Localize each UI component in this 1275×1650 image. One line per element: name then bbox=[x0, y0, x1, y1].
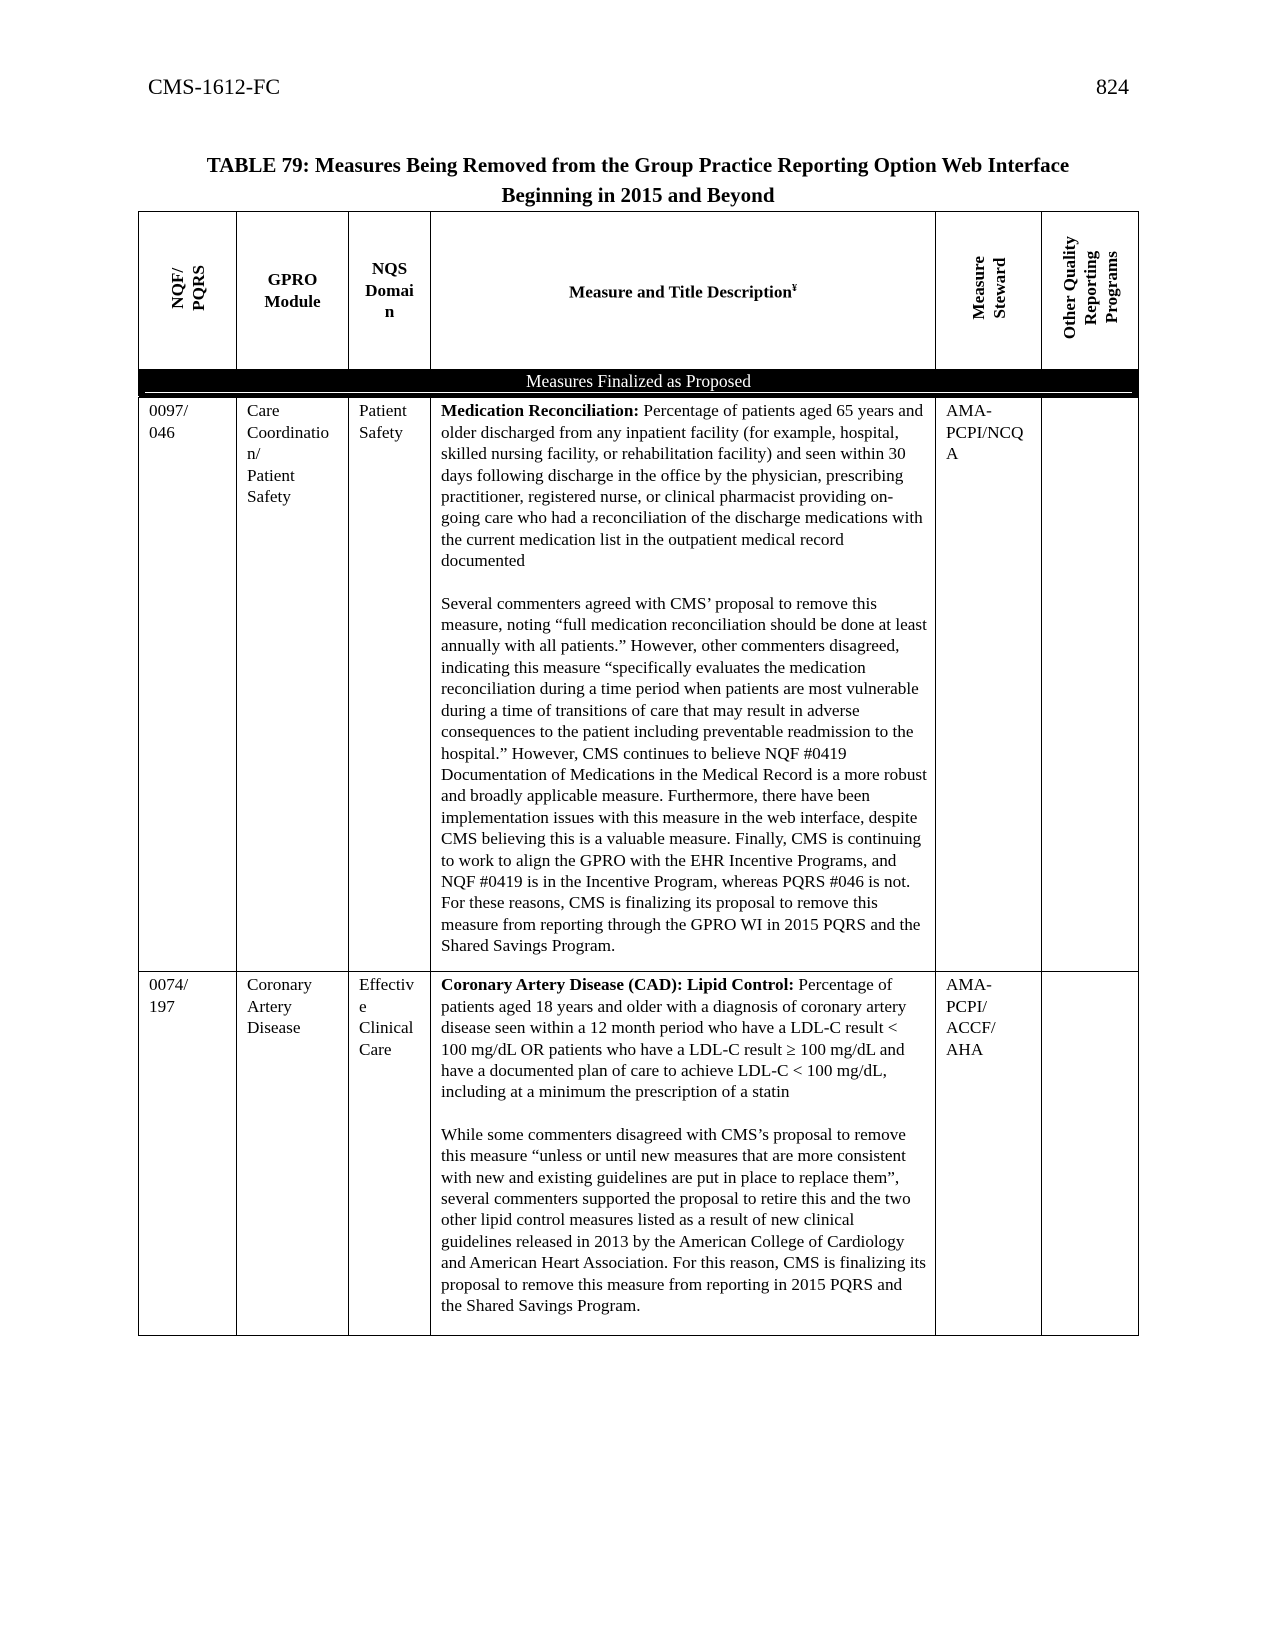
table-row bbox=[139, 397, 1139, 972]
document-id: CMS-1612-FC bbox=[148, 74, 281, 99]
nqs-cell: Effectiv e Clinical Care bbox=[349, 972, 431, 1336]
header-nqf-pqrs: NQF/ PQRS bbox=[139, 212, 237, 370]
header-measure-steward: Measure Steward bbox=[936, 212, 1042, 370]
table-row bbox=[139, 972, 1139, 1336]
table-title-line2: Beginning in 2015 and Beyond bbox=[501, 183, 775, 207]
measure-cell bbox=[431, 397, 936, 972]
measure-description: Coronary Artery Disease (CAD): Lipid Control: Percentage of patients aged 18 years and older with a diagnosis of coronary artery disease seen within a 12 month period who have a LDL-C result < 100 mg/dL OR patients who have a LDL-C result ≥ 100 mg/dL and have a documented plan of care to achieve LDL-C < 100 mg/dL, including at a minimum the prescription of a statin bbox=[441, 975, 907, 1102]
measure-title: Coronary Artery Disease (CAD): Lipid Control: bbox=[441, 975, 795, 995]
table-header-row bbox=[139, 212, 1139, 370]
other-programs-cell bbox=[1042, 972, 1139, 1336]
section-label: Measures Finalized as Proposed bbox=[139, 370, 1139, 397]
comment-summary: While some commenters disagreed with CMS’s proposal to remove this measure “unless or until new measures that are more consistent with new and existing guidelines are put in place to replace them”, several commenters supported the proposal to retire this and the two other lipid control measures listed as a result of new clinical guidelines released in 2013 by the American College of Cardiology and American Heart Association. For this reason, CMS is finalizing its proposal to remove this measure from reporting in 2015 PQRS and the Shared Savings Program. bbox=[441, 1124, 926, 1316]
measure-title: Medication Reconciliation: bbox=[441, 401, 640, 421]
gpro-cell: Care Coordinatio n/ Patient Safety bbox=[237, 397, 349, 972]
yen-footnote-mark: ¥ bbox=[791, 282, 797, 294]
section-header-row bbox=[139, 370, 1139, 397]
other-programs-cell bbox=[1042, 397, 1139, 972]
header-gpro-module: GPRO Module bbox=[237, 212, 349, 370]
table-title bbox=[138, 150, 1138, 210]
gpro-cell: Coronary Artery Disease bbox=[237, 972, 349, 1336]
steward-cell: AMA- PCPI/NCQ A bbox=[936, 397, 1042, 972]
measures-table bbox=[138, 211, 1139, 1336]
nqf-cell: 0074/ 197 bbox=[139, 972, 237, 1336]
header-nqs-domain: NQS Domai n bbox=[349, 212, 431, 370]
nqf-cell: 0097/ 046 bbox=[139, 397, 237, 972]
table-title-line1: TABLE 79: Measures Being Removed from the Group Practice Reporting Option Web Interface bbox=[206, 153, 1070, 177]
header-other-programs: Other Quality Reporting Programs bbox=[1042, 212, 1139, 370]
measure-description: Medication Reconciliation: Percentage of patients aged 65 years and older discharged from any inpatient facility (for example, hospital, skilled nursing facility, or rehabilitation facility) and seen within 30 days following discharge in the office by the physician, prescribing practitioner, registered nurse, or clinical pharmacist providing on-going care who had a reconciliation of the discharge medications with the current medication list in the outpatient medical record documented bbox=[441, 401, 924, 571]
page-number: 824 bbox=[1096, 74, 1129, 99]
header-measure-description: Measure and Title Description¥ bbox=[431, 212, 936, 370]
nqs-cell: Patient Safety bbox=[349, 397, 431, 972]
comment-summary: Several commenters agreed with CMS’ proposal to remove this measure, noting “full medication reconciliation should be done at least annually with all patients.” However, other commenters disagreed, indicating this measure “specifically evaluates the medication reconciliation during a time period when patients are most vulnerable during a time of transitions of care that may result in adverse consequences to the patient including preventable readmission to the hospital.” However, CMS continues to believe NQF #0419 Documentation of Medications in the Medical Record is a more robust and broadly applicable measure. Furthermore, there have been implementation issues with this measure in the web interface, despite CMS believing this is a valuable measure. Finally, CMS is continuing to work to align the GPRO with the EHR Incentive Programs, and NQF #0419 is in the Incentive Program, whereas PQRS #046 is not. For these reasons, CMS is finalizing its proposal to remove this measure from reporting through the GPRO WI in 2015 PQRS and the Shared Savings Program. bbox=[441, 593, 927, 956]
measure-cell bbox=[431, 972, 936, 1336]
steward-cell: AMA- PCPI/ ACCF/ AHA bbox=[936, 972, 1042, 1336]
